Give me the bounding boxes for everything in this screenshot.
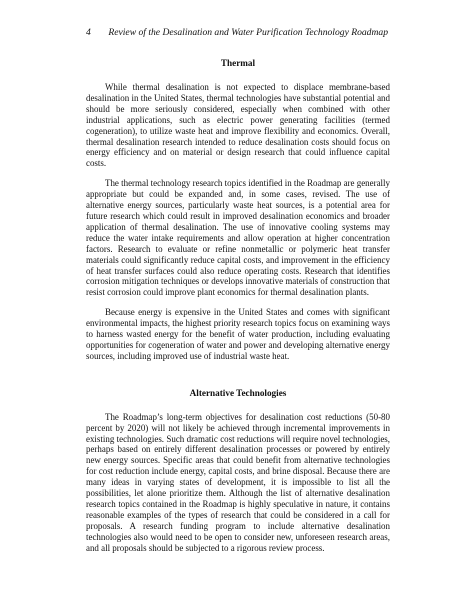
section-heading-alternative-technologies: Alternative Technologies xyxy=(189,387,287,398)
page-body xyxy=(86,58,390,563)
paragraph: The Roadmap’s long-term objectives for desalination cost reductions (50-80 percent by 2020) will not likely be achieved through incremental improvements in existing technologies. Such dramatic cost reductions will require novel technologies, perhaps based on entirely different desalination processes or powered by entirely new energy sources. Specific areas that could benefit from alternative technologies for cost reduction include energy, capital costs, and brine disposal. Because there are many ideas in varying states of development, it is impossible to list all the possibilities, let alone prioritize them. Although the list of alternative desalination research topics contained in the Roadmap is highly speculative in nature, it contains reasonable examples of the types of research that could be considered in a call for proposals. A research funding program to include alternative desalination technologies also would need to be open to consider new, unforeseen research areas, and all proposals should be subjected to a rigorous review process. xyxy=(86,411,390,553)
page-number: 4 xyxy=(86,27,91,38)
paragraph: Because energy is expensive in the United States and comes with significant environmental impacts, the highest priority research topics focus on examining ways to harness wasted energy for the benefit of water production, including evaluating opportunities for cogeneration of water and power and developing alternative energy sources, including improved use of industrial waste heat. xyxy=(86,307,390,361)
running-header-title: Review of the Desalination and Water Purification Technology Roadmap xyxy=(108,27,388,38)
paragraph: While thermal desalination is not expected to displace membrane-based desalination in the United States, thermal technologies have substantial potential and should be more seriously considered, especially when combined with other industrial applications, such as electric power generating facilities (termed cogeneration), to utilize waste heat and improve flexibility and economics. Overall, thermal desalination research intended to reduce desalination costs should focus on energy efficiency and on material or design research that could influence capital costs. xyxy=(86,82,390,169)
section-heading-thermal: Thermal xyxy=(220,58,256,68)
running-header xyxy=(86,27,388,41)
paragraph: The thermal technology research topics identified in the Roadmap are generally appropriate but could be expanded and, in some cases, revised. The use of alternative energy sources, particularly waste heat sources, is a potential area for future research which could result in improved desalination economics and broader application of thermal desalination. The use of innovative cooling systems may reduce the water intake requirements and allow operation at higher concentration factors. Research to evaluate or refine nonmetallic or polymeric heat transfer materials could significantly reduce capital costs, and improvement in the efficiency of heat transfer surfaces could also reduce operating costs. Research that identifies corrosion mitigation techniques or develops innovative materials of construction that resist corrosion could improve plant economics for thermal desalination plants. xyxy=(86,178,390,298)
